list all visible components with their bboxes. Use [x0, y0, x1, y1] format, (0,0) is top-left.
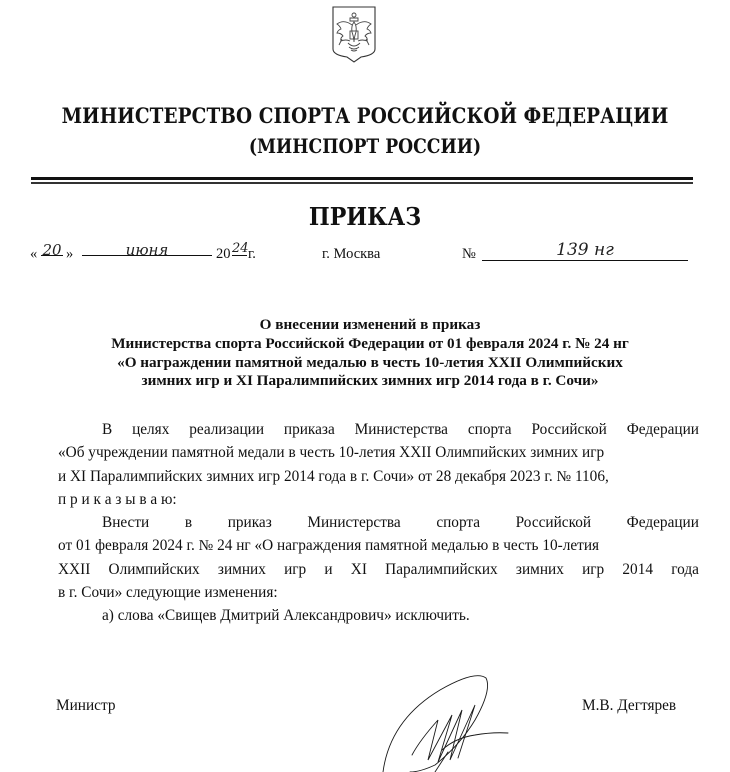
paragraph-line: «Об учреждении памятной медали в честь 10-летия XXII Олимпийских зимних игр	[58, 444, 605, 462]
paragraph-preamble	[58, 418, 699, 511]
amendment-item-a: а) слова «Свищев Дмитрий Александрович» исключить.	[102, 607, 470, 625]
ministry-short-name: (МИНСПОРТ РОССИИ)	[248, 134, 482, 158]
subject-line: «О награждении памятной медалью в честь 10-летия XXII Олимпийских	[117, 353, 623, 371]
word: целях	[132, 421, 170, 438]
handwritten-signature-icon	[380, 660, 530, 772]
subject-line: зимних игр и XI Паралимпийских зимних игр 2014 года в г. Сочи»	[141, 372, 599, 390]
word: года	[671, 560, 699, 578]
paragraph-amendment	[58, 511, 699, 627]
paragraph-line	[58, 511, 699, 534]
word: Министерства	[307, 514, 401, 531]
order-number: 139 нг	[482, 240, 688, 261]
word: Российской	[531, 421, 607, 438]
russian-coat-of-arms-icon	[331, 5, 377, 63]
signer-position: Министр	[56, 697, 116, 714]
word: приказ	[227, 514, 272, 531]
word: и	[324, 560, 333, 578]
word: зимних	[217, 560, 266, 578]
ministry-title: МИНИСТЕРСТВО СПОРТА РОССИЙСКОЙ ФЕДЕРАЦИИ	[61, 104, 669, 129]
order-directive: п р и к а з ы в а ю:	[58, 490, 177, 508]
word: Российской	[515, 514, 592, 531]
signer-name: М.В. Дегтярев	[582, 697, 677, 714]
date-year-suffix: 24	[232, 241, 249, 256]
number-sign: №	[462, 246, 476, 262]
word: реализации	[189, 421, 265, 438]
date-month: июня	[82, 241, 212, 256]
word: в	[184, 514, 193, 531]
header-divider-thick	[31, 177, 693, 180]
order-subject	[60, 316, 680, 391]
word: В	[102, 421, 113, 438]
date-day: 20	[42, 241, 62, 259]
word: спорта	[467, 421, 512, 438]
word: Олимпийских	[108, 560, 200, 578]
header-divider-thin	[31, 182, 693, 184]
word: Федерации	[626, 514, 699, 531]
paragraph-line: в г. Сочи» следующие изменения:	[58, 583, 278, 601]
city: г. Москва	[322, 246, 381, 262]
date-open-quote: «	[30, 246, 38, 262]
date-year-mark: г.	[248, 246, 256, 262]
word: Паралимпийских	[385, 560, 498, 578]
word: игр	[582, 560, 605, 578]
subject-line: Министерства спорта Российской Федерации от 01 февраля 2024 г. № 24 нг	[111, 334, 629, 352]
word: Министерства	[354, 421, 448, 438]
word: игр	[284, 560, 307, 578]
paragraph-line	[58, 418, 699, 441]
paragraph-line: от 01 февраля 2024 г. № 24 нг «О награждения памятной медалью в честь 10-летия	[58, 537, 600, 555]
subject-line: О внесении изменений в приказ	[259, 316, 481, 333]
paragraph-line	[58, 558, 699, 581]
word: XI	[350, 560, 367, 578]
document-type-title: ПРИКАЗ	[308, 202, 422, 231]
word: 2014	[622, 560, 653, 578]
date-close-quote: »	[66, 246, 74, 262]
word: зимних	[515, 560, 564, 578]
date-year-prefix: 20	[216, 246, 231, 262]
word: XXII	[58, 560, 91, 578]
word: Федерации	[626, 421, 699, 438]
word: Внести	[102, 514, 150, 531]
paragraph-line: и XI Паралимпийских зимних игр 2014 года в г. Сочи» от 28 декабря 2023 г. № 1106,	[58, 467, 609, 485]
word: приказа	[283, 421, 335, 438]
word: спорта	[436, 514, 481, 531]
